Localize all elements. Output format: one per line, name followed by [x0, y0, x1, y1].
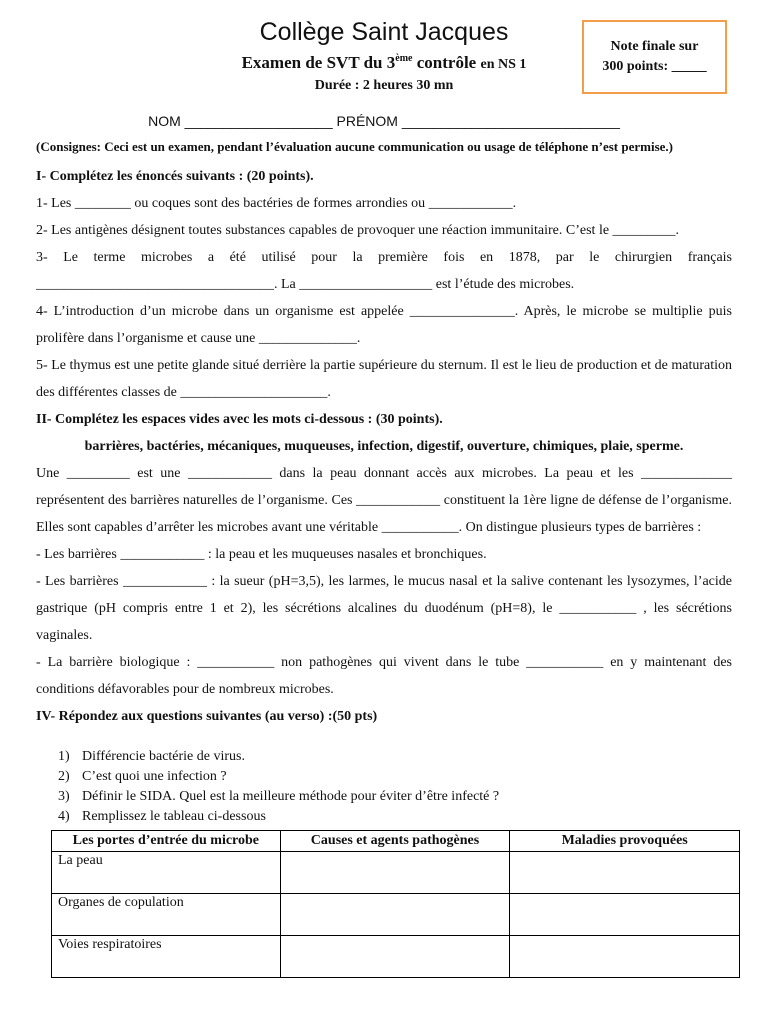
question-item — [58, 807, 499, 827]
exam-duration: Durée : 2 heures 30 mn — [314, 78, 454, 93]
exam-title-main: Examen de SVT du 3 — [241, 53, 396, 72]
table-cell-answer[interactable] — [510, 894, 740, 936]
table-cell-answer[interactable] — [280, 852, 510, 894]
question-text: C’est quoi une infection ? — [82, 769, 227, 784]
table-cell: Organes de copulation — [52, 894, 281, 936]
column-header-causes: Causes et agents pathogènes — [280, 831, 510, 852]
section-1-item: 1- Les ________ ou coques sont des bactéries de formes arrondies ou ____________. — [36, 196, 517, 211]
question-item — [58, 787, 499, 807]
table-cell-answer[interactable] — [280, 936, 510, 978]
section-1-item: 4- L’introduction d’un microbe dans un organisme est appelée _______________. Après, le microbe se multiplie puis prolifère dans l’organisme et cause une ______________. — [36, 304, 732, 346]
table-row — [52, 852, 740, 894]
table-cell-answer[interactable] — [280, 894, 510, 936]
section-1-title: I- Complétez les énoncés suivants : (20 points). — [36, 169, 314, 184]
exam-title-rest: contrôle — [412, 53, 481, 72]
question-number: 2) — [58, 769, 70, 784]
section-1-item: 2- Les antigènes désignent toutes substances capables de provoquer une réaction immunitaire. C’est le _________. — [36, 223, 680, 238]
section-2-bullet: - La barrière biologique : ___________ non pathogènes qui vivent dans le tube ___________ en y maintenant des conditions défavorables pour de nombreux microbes. — [36, 655, 732, 697]
section-2-bullet: - Les barrières ____________ : la peau et les muqueuses nasales et bronchiques. — [36, 547, 487, 562]
column-header-diseases: Maladies provoquées — [510, 831, 740, 852]
section-2-title: II- Complétez les espaces vides avec les mots ci-dessous : (30 points). — [36, 412, 443, 427]
table-cell-answer[interactable] — [510, 852, 740, 894]
final-grade-label: Note finale sur — [610, 39, 699, 54]
table-row — [52, 894, 740, 936]
entry-points-table — [51, 830, 740, 978]
word-bank: barrières, bactéries, mécaniques, muqueuses, infection, digestif, ouverture, chimiques, plaie, sperme. — [84, 439, 684, 454]
section-4-title: IV- Répondez aux questions suivantes (au verso) :(50 pts) — [36, 709, 378, 724]
table-header-row — [52, 831, 740, 852]
question-list — [58, 747, 499, 827]
exam-body — [36, 163, 732, 730]
question-item — [58, 767, 499, 787]
final-grade-box — [582, 20, 727, 94]
question-text: Définir le SIDA. Quel est la meilleure méthode pour éviter d’être infecté ? — [82, 789, 500, 804]
question-number: 4) — [58, 809, 70, 824]
table-row — [52, 936, 740, 978]
section-2-paragraph: Une _________ est une ____________ dans la peau donnant accès aux microbes. La peau et les _____________ représentent des barrières naturelles de l’organisme. Ces ____________ constituent la 1ère ligne de défense de l’organisme. Elles sont capables d’arrêter les microbes avant une véritable ___________. On distingue plusieurs types de barrières : — [36, 466, 732, 535]
student-identity-line: NOM ___________________ PRÉNOM ____________________________ — [148, 113, 620, 129]
question-text: Remplissez le tableau ci-dessous — [82, 809, 266, 824]
final-grade-points: 300 points: _____ — [602, 59, 707, 74]
school-name: Collège Saint Jacques — [259, 18, 509, 46]
section-2-bullet: - Les barrières ____________ : la sueur (pH=3,5), les larmes, le mucus nasal et la salive contenant les lysozymes, l’acide gastrique (pH compris entre 1 et 2), les sécrétions alcalines du duodénum (pH=8), le ___________ , les sécrétions vaginales. — [36, 574, 732, 643]
exam-title-class: en NS 1 — [480, 57, 527, 72]
table-cell-answer[interactable] — [510, 936, 740, 978]
column-header-entry-points: Les portes d’entrée du microbe — [52, 831, 281, 852]
exam-title-sup: ème — [395, 53, 413, 64]
exam-instructions: (Consignes: Ceci est un examen, pendant l’évaluation aucune communication ou usage de téléphone n’est permise.) — [36, 139, 673, 154]
table-cell: Voies respiratoires — [52, 936, 281, 978]
question-text: Différencie bactérie de virus. — [82, 749, 245, 764]
question-item — [58, 747, 499, 767]
section-1-item: 3- Le terme microbes a été utilisé pour la première fois en 1878, par le chirurgien français __________________________________. La ___________________ est l’étude des microbes. — [36, 250, 732, 292]
question-number: 1) — [58, 749, 70, 764]
section-1-item: 5- Le thymus est une petite glande situé derrière la partie supérieure du sternum. Il est le lieu de production et de maturation des différentes classes de _____________________. — [36, 358, 732, 400]
question-number: 3) — [58, 789, 70, 804]
table-cell: La peau — [52, 852, 281, 894]
